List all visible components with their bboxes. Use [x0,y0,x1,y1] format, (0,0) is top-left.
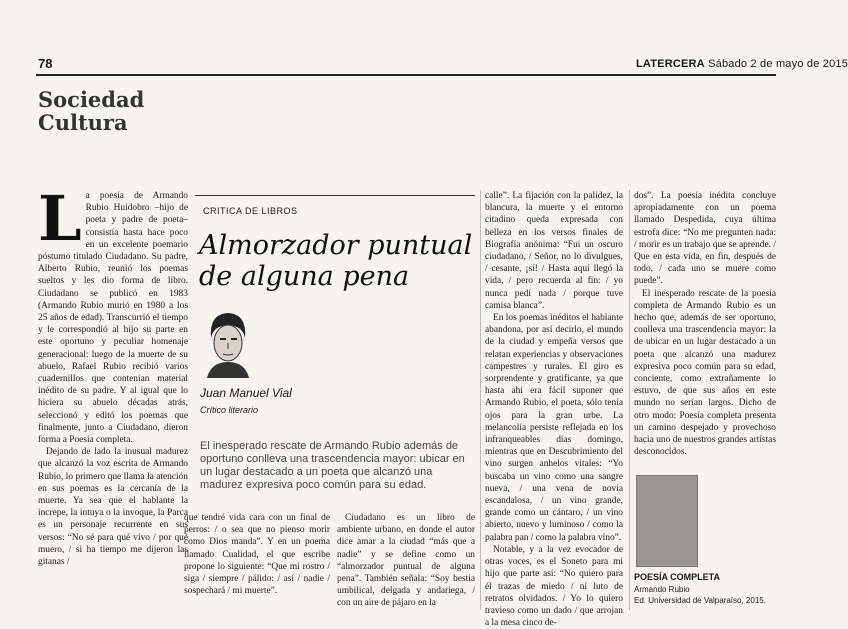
author-name: Juan Manuel Vial [200,386,292,400]
publication-name: LATERCERA [636,58,705,70]
article-kicker: CRITICA DE LIBROS [203,206,298,216]
book-cover-image [636,475,698,567]
paragraph: Dejando de lado la inusual madurez que alcanzó la voz escrita de Armando Rubio, lo primero que llama la atención en sus poemas es la cercanía de la muerte. Ya sea que el hablante la increpe, la intuya o la invoque, la Parca es un personaje recurrente en sus versos: “No sé para qué vivo / por qué muero, / si ha tiempo me dijeron las gitanas / [38,447,188,568]
paragraph: dos”. La poesía inédita concluye apropiadamente con un poema llamado Despedida, cuya última estrofa dice: “No me pregunten nada: / morir es un trabajo que se aprende. / Que en esta vida, en fin, después de todo, / cada uno se muere como puede”. [634,191,776,287]
issue-date: Sábado 2 de mayo de 2015 [708,58,848,70]
book-publisher: Ed. Universidad de Valparaíso, 2015. [634,596,766,605]
paragraph: Ciudadano es un libro de ambiente urbano, en donde el autor dice amar a la ciudad “más que a nadie” y se define como un “almorzador puntual de alguna pena”. También señala: “Soy bestia umbilical, delgada y andariega, / con un aire de pájaro en la [337,513,475,609]
paragraph: El inesperado rescate de la poesía completa de Armando Rubio es un hecho que, además de ser oportuno, conlleva una trascendencia mayor: la de ubicar en un lugar destacado a un poeta que alcanzó una madurez expresiva poco común para su edad, conciente, como extrañamente lo estuvo, de que sus años en este mundo no serían largos. Dicho de otro modo: Poesía completa presenta un camino despejado y provechoso hacia uno de nuestros grandes artistas desconocidos. [634,288,776,458]
column-divider [629,190,630,610]
section-line-1: Sociedad [38,87,145,112]
page-number: 78 [38,56,53,71]
author-role: Crítico literario [200,405,259,415]
paragraph: calle”. La fijación con la palidez, la blancura, la muerte y el entorno citadino queda expresada con belleza en los versos finales de Biografía anónima: “Fui un oscuro ciudadano, / Señor, no lo divulgues, / cesante, ¡sí! / Hasta aquí llegó la vida, / pero recuerda al fin: / yo nunca pedí nada / porque tuve camisa blanca”. [485,191,623,311]
masthead [636,58,848,70]
article-column-2 [184,512,330,597]
paragraph: Notable, y a la vez evocador de otras voces, es el Soneto para mi hijo que parte así: “No quiero para él trazas de miedo / ni luto de retratos olvidados. / Yo lo quiero travieso como un dado / que arrojan a la mesa cinco de- [485,544,623,629]
article-column-3 [337,512,475,610]
drop-cap: L [38,182,82,255]
paragraph: En los poemas inéditos el hablante abandona, por así decirlo, el mundo de la ciudad y empeña versos que relatan experiencias y observaciones campestres y rurales. El giro es sorprendente y gratificante, ya que hasta ahí era fácil suponer que Armando Rubio, el poeta, sólo tenía ojos para la gran urbe. La melancolía persiste reflejada en los infranqueables días domingo, mientras que en Descubrimiento del vino surgen anhelos vitales: “Yo buscaba un vino como una sangre nueva, / una vena de novia escandalosa, / un vino grande, grande como un cántaro, / un vino abierto, nuevo y luminoso / como la palabra pan / como la palabra vino”. [485,313,623,543]
book-title: POESÍA COMPLETA [634,572,721,582]
article-column-4 [485,190,623,629]
book-author: Armando Rubio [634,585,690,594]
book-details [634,584,766,606]
column-divider [480,190,481,610]
paragraph: que tendré vida cara con un final de perros: / o sea que no pienso morir como Dios manda”. Y en un poema llamado Cualidad, el que escribe propone lo siguiente: “Que mi rostro / siga / siempre / pálido: / así / nadie / sospechará / mi muerte”. [184,513,330,597]
article-lede: El inesperado rescate de Armando Rubio además de oportuno conlleva una trascendencia mayor: ubicar en un lugar destacado a un poeta que alcanzó una madurez expresiva poco común para su edad. [200,440,465,491]
section-line-2: Cultura [38,110,128,135]
article-column-1 [38,182,188,568]
article-headline: Almorzador puntual de alguna pena [199,230,473,292]
header-rule [36,74,776,76]
section-heading [38,88,144,134]
paragraph: a poesía de Armando Rubio Huidobro –hijo de poeta y padre de poeta– consistía hasta hace poco en un excelente poemario póstumo titulado Ciudadano. Su padre, Alberto Rubio, reunió los poemas sueltos y les dio forma de libro. Ciudadano se publicó en 1983 (Armando Rubio murió en 1980 a los 25 años de edad). Transcurrió el tiempo y le correspondió al hijo su parte en este oportuno y peculiar homenaje generacional: luego de la muerte de su abuelo, Rafael Rubio recibió varios cuadernillos que contenían material inédito de su padre. Y al igual que lo hiciera su abuelo décadas atrás, seleccionó y editó los poemas que finalmente, junto a Ciudadano, dieron forma a Poesía completa. [38,191,188,446]
article-column-5 [634,190,776,458]
author-portrait [203,308,253,378]
